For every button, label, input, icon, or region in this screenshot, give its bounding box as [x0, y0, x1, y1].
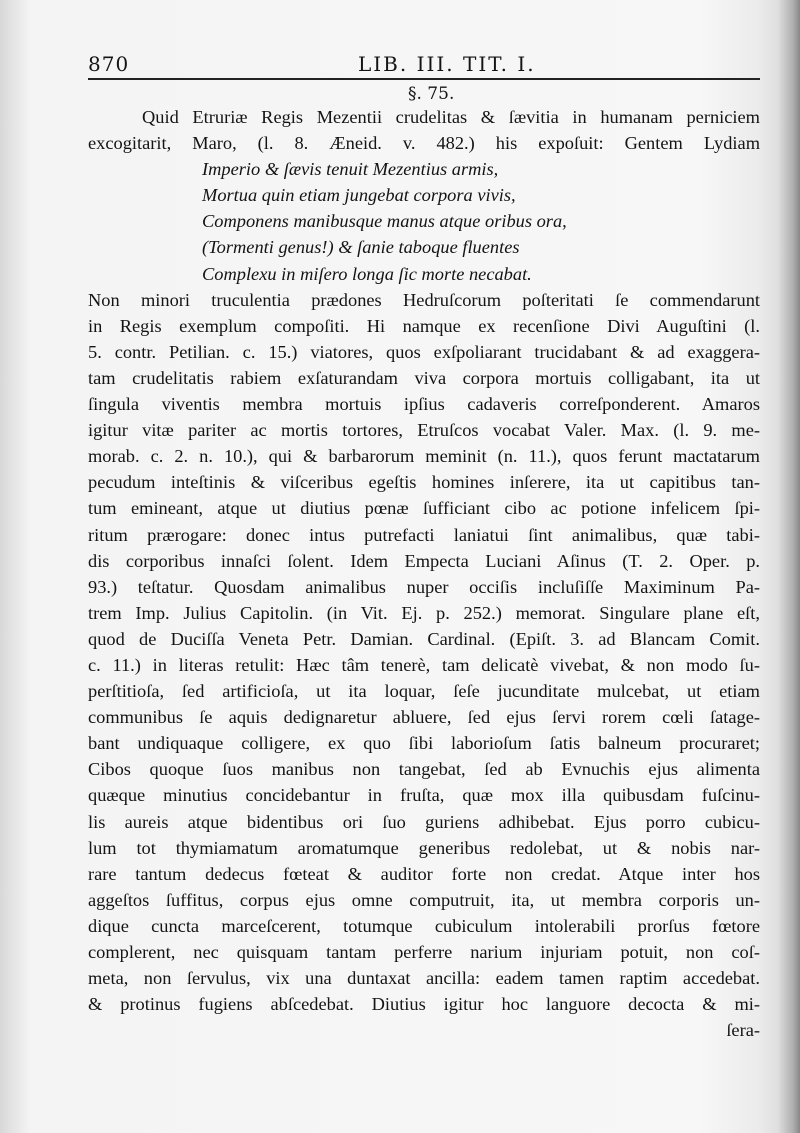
text-line: excogitarit, Maro, (l. 8. Æneid. v. 482.) his expoſuit: Gentem Lydiam	[88, 133, 760, 154]
body-text	[88, 104, 760, 1043]
text-line: communibus ſe aquis dedignaretur abluere, ſed ejus ſervi rorem cœli ſatage-	[88, 707, 760, 728]
text-line: morab. c. 2. n. 10.), qui & barbarorum meminit (n. 11.), quos ferunt mactatarum	[88, 446, 760, 467]
text-line: c. 11.) in literas retulit: Hæc tâm tenerè, tam delicatè vivebat, & non modo ſu-	[88, 654, 760, 675]
verse-line: Componens manibusque manus atque oribus ora,	[202, 211, 567, 232]
text-line: Cibos quoque ſuos manibus non tangebat, ſed ab Evnuchis ejus alimenta	[88, 759, 760, 780]
text-line: pecudum inteſtinis & viſceribus egeſtis homines inſerere, ita ut capitibus tan-	[88, 472, 760, 493]
text-line: dis corporibus innaſci ſolent. Idem Empecta Luciani Aſinus (T. 2. Oper. p.	[88, 550, 760, 571]
text-line: bant undiquaque colligere, ex quo ſibi laborioſum ſatis balneum procuraret;	[88, 733, 760, 754]
text-line: lum tot thymiamatum aromatumque generibus redolebat, ut & nobis nar-	[88, 837, 760, 858]
verse-line: Imperio & ſævis tenuit Mezentius armis,	[202, 159, 499, 180]
running-head: LIB. III. TIT. I.	[358, 52, 536, 76]
verse-line: Complexu in miſero longa ſic morte necabat.	[202, 263, 532, 284]
page-spine-shadow	[778, 0, 800, 1133]
header-rule	[88, 78, 760, 80]
verse-line: (Tormenti genus!) & ſanie taboque fluentes	[202, 237, 520, 258]
text-line: ritum prærogare: donec intus putrefacti laniatui ſint animalibus, quæ tabi-	[88, 524, 760, 545]
text-line: lis aureis atque bidentibus ori ſuo guriens adhibebat. Ejus porro cubicu-	[88, 811, 760, 832]
text-line: 93.) teſtatur. Quosdam animalibus nuper occiſis incluſiſſe Maximinum Pa-	[88, 576, 760, 597]
catchword: ſera-	[726, 1020, 760, 1041]
text-line: igitur vitæ pariter ac mortis tortores, Etruſcos vocabat Valer. Max. (l. 9. me-	[88, 420, 760, 441]
text-line: Non minori truculentia prædones Hedruſcorum poſteritati ſe commendarunt	[88, 289, 760, 310]
page-number: 870	[88, 52, 130, 76]
text-line: dique cuncta marceſcerent, totumque cubiculum intolerabili prorſus fœtore	[88, 915, 760, 936]
text-line: & protinus fugiens abſcedebat. Diutius igitur hoc languore decocta & mi-	[88, 994, 760, 1015]
text-line: complerent, nec quisquam tantam perferre narium injuriam potuit, non coſ-	[88, 942, 760, 962]
text-line: ſingula viventis membra mortuis ipſius cadaveris correſponderent. Amaros	[88, 394, 760, 415]
text-line: rare tantum dedecus fœteat & auditor forte non credat. Atque inter hos	[88, 863, 760, 884]
text-line: quod de Duciſſa Veneta Petr. Damian. Cardinal. (Epiſt. 3. ad Blancam Comit.	[88, 628, 760, 649]
page-header	[88, 44, 760, 80]
text-line: perſtitioſa, ſed artificioſa, ut ita loquar, ſeſe jucunditate mulcebat, ut etiam	[88, 681, 760, 702]
text-line: tum emineant, atque ut diutius pœnæ ſufficiant cibo ac potione infelicem ſpi-	[88, 498, 760, 519]
text-line: in Regis exemplum compoſiti. Hi namque ex recenſione Divi Auguſtini (l.	[88, 315, 760, 336]
section-marker: §. 75.	[408, 84, 455, 104]
verse-line: Mortua quin etiam jungebat corpora vivis,	[202, 185, 516, 206]
text-line: Quid Etruriæ Regis Mezentii crudelitas & ſævitia in humanam perniciem	[142, 107, 760, 127]
text-line: trem Imp. Julius Capitolin. (in Vit. Ej. p. 252.) memorat. Singulare plane eſt,	[88, 602, 760, 623]
text-line: tam crudelitatis rabiem exſaturandam viva corpora mortuis colligabant, ita ut	[88, 367, 760, 388]
text-line: 5. contr. Petilian. c. 15.) viatores, quos exſpoliarant trucidabant & ad exaggera-	[88, 341, 760, 362]
text-line: aggeſtos ſuffitus, corpus ejus omne computruit, ita, ut membra corporis un-	[88, 889, 760, 910]
text-line: quæque minutius concidebantur in fruſta, quæ mox illa quibusdam fuſcinu-	[88, 785, 760, 806]
text-line: meta, non ſervulus, vix una duntaxat ancilla: eadem tamen raptim accedebat.	[88, 968, 760, 989]
